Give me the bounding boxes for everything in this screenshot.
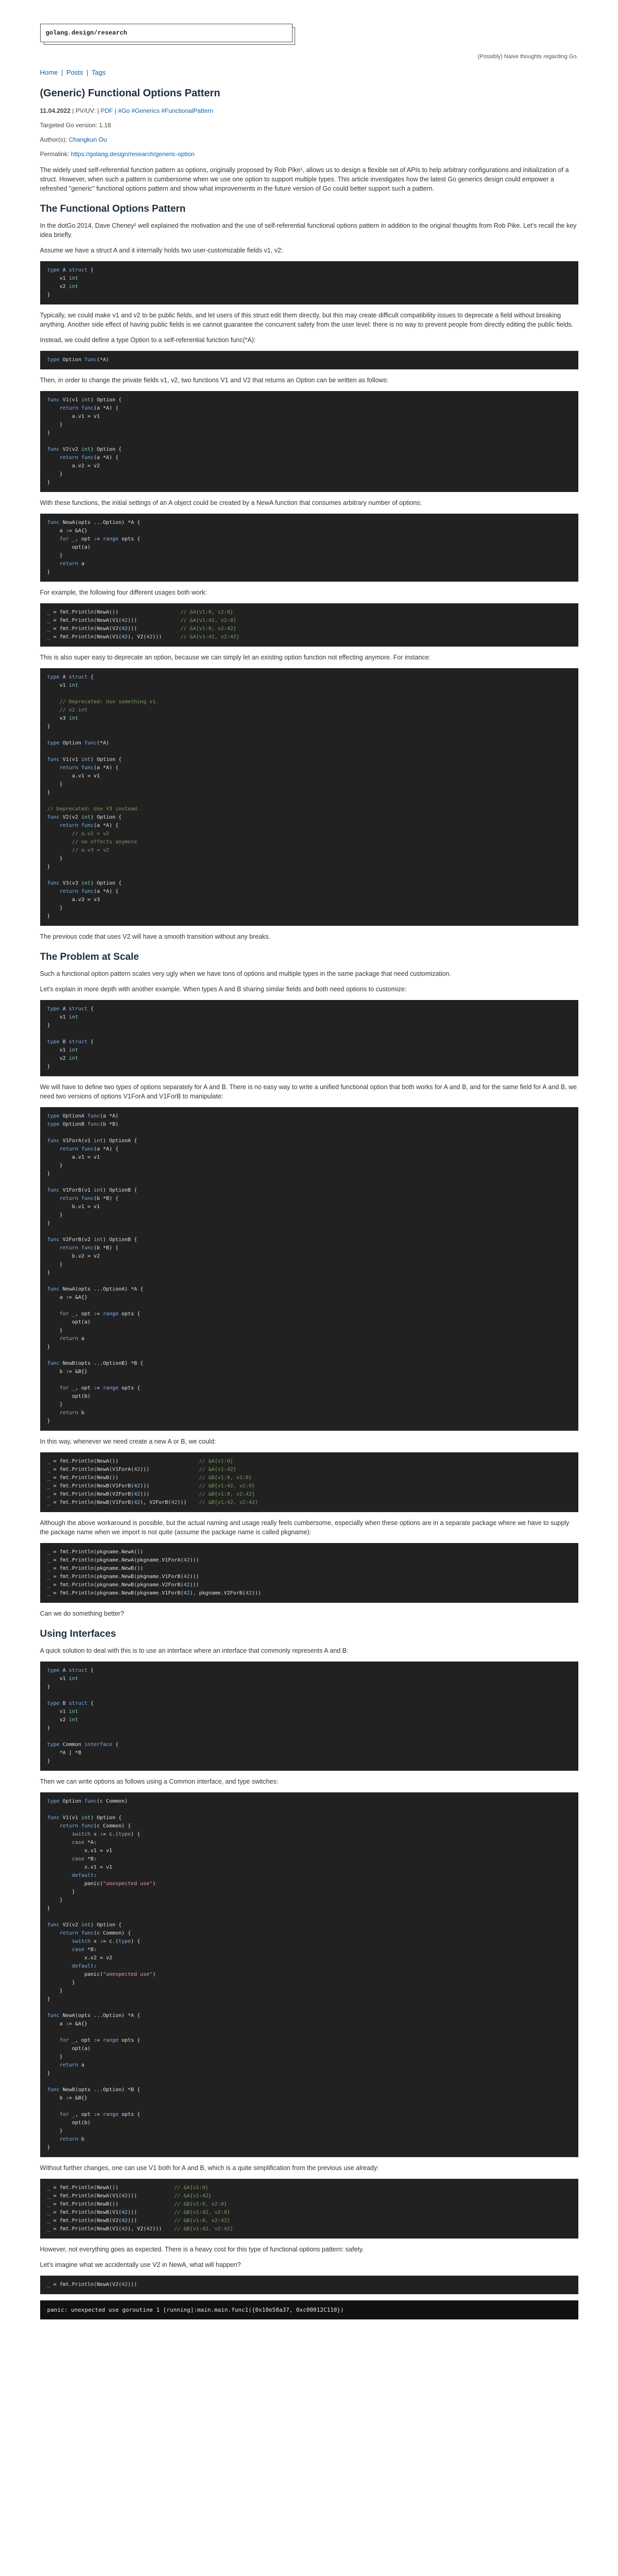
code-line: for _, opt := range opts {	[59, 1385, 141, 1391]
code-line: opt(a)	[47, 1319, 91, 1325]
section-heading: The Functional Options Pattern	[40, 204, 186, 214]
code-line: default:	[72, 1873, 97, 1878]
code-line: _ = fmt.Println(NewB()) // &B{v1:0, v2:0}	[47, 1475, 252, 1481]
code-line: _ = fmt.Println(NewB()) // &B{v1:0, v2:0}	[47, 2201, 227, 2207]
nav-tags-link[interactable]: Tags	[91, 69, 106, 76]
code-line: return b	[59, 1410, 84, 1416]
site-logo[interactable]: golang.design/research	[40, 24, 293, 42]
code-line: func NewB(opts ...Option) *B {	[47, 2087, 141, 2093]
code-line: }	[47, 1402, 63, 1408]
article-meta: 11.04.2022 | PV/UV: | PDF | #Go #Generics #FunctionalPattern Targeted Go version: 1.18 Author(s): Changkun Ou Permalink: https://golang.design/research/generic-option	[40, 106, 578, 159]
code-line: }	[47, 292, 50, 298]
code-block	[40, 1107, 578, 1431]
code-line: }	[47, 471, 63, 477]
code-line: opt(a)	[47, 545, 91, 550]
authors-label: Author(s):	[40, 136, 69, 143]
code-line: return a	[59, 561, 84, 567]
code-line: }	[47, 1023, 50, 1028]
nav-separator: |	[86, 69, 89, 76]
code-block	[40, 603, 578, 647]
code-line: panic("unexpected use")	[47, 1881, 156, 1887]
article-tags[interactable]: #Go #Generics #FunctionalPattern	[118, 107, 213, 114]
code-line: }	[47, 1684, 50, 1690]
output-line: goroutine 1 [running]:	[122, 2307, 197, 2313]
code-line: _ = fmt.Println(NewA()) // &A{v1:0, v2:0}	[47, 609, 233, 615]
code-line: func V1(v1 int) Option {	[47, 397, 122, 403]
code-line	[47, 871, 571, 879]
code-line: // a.v2 = v2	[72, 831, 109, 837]
code-line: func NewA(opts ...Option) *A {	[47, 520, 141, 526]
section-heading: Using Interfaces	[40, 1629, 116, 1639]
code-block	[40, 1792, 578, 2157]
code-line: _ = fmt.Println(NewB(V2(42))) // &B{v1:0, v2:42}	[47, 2218, 230, 2224]
code-line: v1 int	[47, 683, 78, 688]
code-line: _ = fmt.Println(NewA()) // &A{v1:0}	[47, 1459, 233, 1464]
code-line: a.v2 = v2	[47, 463, 100, 469]
top-nav	[40, 69, 578, 76]
code-line	[47, 1806, 571, 1814]
pdf-link[interactable]: PDF	[100, 107, 113, 114]
code-line: }	[47, 422, 63, 428]
code-line: }	[47, 1980, 75, 1986]
code-line: func V2ForB(v2 int) OptionB {	[47, 1237, 138, 1243]
paragraph: Instead, we could define a type Option to a self-referential function func(*A):	[40, 336, 256, 344]
code-line	[47, 1691, 571, 1700]
output-block	[40, 2300, 578, 2319]
code-line: type A struct {	[47, 674, 94, 680]
code-line	[47, 690, 571, 698]
code-line	[47, 1178, 571, 1187]
code-line: }	[47, 724, 50, 730]
paragraph: Then, in order to change the private fields v1, v2, two functions V1 and V2 that returns an Option can be written as follows:	[40, 377, 389, 384]
code-line: for _, opt := range opts {	[59, 536, 141, 542]
code-block	[40, 261, 578, 304]
code-line: switch x := c.(type) {	[72, 1832, 141, 1837]
code-line: }	[47, 1996, 50, 2002]
nav-separator: |	[61, 69, 63, 76]
code-line: for _, opt := range opts {	[59, 2112, 141, 2117]
code-line: return func(a *A) {	[59, 889, 119, 894]
article-views: PV/UV:	[75, 107, 97, 114]
code-line: _ = fmt.Println(NewA(V1(42))) // &A{v1:42}	[47, 2193, 212, 2199]
code-line: _ = fmt.Println(pkgname.NewB(pkgname.V1ForB(42)))	[47, 1574, 199, 1580]
paragraph: Let's explain in more depth with another example. When types A and B sharing similar fields and both need options to customize:	[40, 986, 407, 993]
code-line: }	[47, 2128, 63, 2134]
code-line: type B struct {	[47, 1701, 94, 1706]
code-line: for _, opt := range opts {	[59, 1311, 141, 1317]
code-line: b.v1 = v1	[47, 1204, 100, 1210]
code-line: func V3(v3 int) Option {	[47, 880, 122, 886]
nav-posts-link[interactable]: Posts	[66, 69, 83, 76]
code-line: func NewA(opts ...Option) *A {	[47, 2013, 141, 2019]
code-line: case *A:	[72, 1840, 97, 1845]
code-block	[40, 1662, 578, 1771]
code-line: v1 int	[47, 1709, 78, 1715]
code-line: func NewB(opts ...OptionB) *B {	[47, 1361, 144, 1366]
code-line: return func(b *B) {	[59, 1196, 119, 1201]
code-line: a := &A{}	[47, 1295, 88, 1300]
code-line: v1 int	[47, 1047, 78, 1053]
code-line: _ = fmt.Println(pkgname.NewA(pkgname.V1ForA(42)))	[47, 1557, 199, 1563]
code-line: v2 int	[47, 1056, 78, 1061]
code-line: }	[47, 2145, 50, 2150]
code-block	[40, 1000, 578, 1076]
code-line	[47, 1228, 571, 1236]
code-line: // v2 int	[59, 707, 88, 713]
code-line: _ = fmt.Println(NewB(V1(42), V2(42))) // &B{v1:42, v2:42}	[47, 2226, 233, 2232]
code-line: return func(a *A) {	[59, 1146, 119, 1152]
page	[40, 0, 578, 2319]
code-line: }	[47, 1064, 50, 1070]
code-line: return a	[59, 1336, 84, 1342]
code-block	[40, 514, 578, 582]
code-block	[40, 2276, 578, 2294]
code-line: _ = fmt.Println(NewA(V1(42), V2(42))) // &A{v1:42, v2:42}	[47, 634, 239, 640]
code-line: a.v3 = v3	[47, 897, 100, 903]
code-line	[47, 2004, 571, 2012]
code-line: _ = fmt.Println(pkgname.NewB(pkgname.V2ForB(42)))	[47, 1582, 199, 1588]
paragraph: We will have to define two types of options separately for A and B. There is no easy way to write a unified functional option that both works for A and B, and for the same field for A and B, we need two versions of options V1ForA and V1ForB to manipulate:	[40, 1083, 577, 1100]
code-line: type A struct {	[47, 1006, 94, 1012]
code-line	[47, 1277, 571, 1285]
code-line: type Common interface {	[47, 1742, 118, 1748]
code-line: }	[47, 1758, 50, 1764]
code-line	[47, 2028, 571, 2037]
code-line: for _, opt := range opts {	[59, 2038, 141, 2043]
code-line: b := &B{}	[47, 1369, 88, 1375]
code-line: case *B:	[72, 1947, 97, 1953]
code-block	[40, 1452, 578, 1512]
code-line	[47, 1351, 571, 1360]
code-line: }	[47, 864, 50, 870]
code-line: panic("unexpected use")	[47, 1972, 156, 1977]
code-line: type OptionB func(b *B)	[47, 1122, 118, 1127]
paragraph: For example, the following four different usages both work:	[40, 589, 207, 596]
code-line: opt(b)	[47, 1394, 91, 1399]
code-line: _ = fmt.Println(pkgname.NewB(pkgname.V1ForB(42), pkgname.V2ForB(42)))	[47, 1590, 261, 1596]
code-line: x.v1 = v1	[47, 1865, 112, 1870]
code-line	[47, 1129, 571, 1137]
code-line: }	[47, 2071, 50, 2076]
code-line: }	[47, 1171, 50, 1177]
code-line: }	[47, 1897, 63, 1903]
code-line: type A struct {	[47, 1668, 94, 1673]
code-line: return func(a *A) {	[59, 405, 119, 411]
site-header	[40, 24, 578, 62]
paragraph: Then we can write options as follows using a Common interface, and type switches:	[40, 1778, 279, 1785]
paragraph: However, not everything goes as expected. There is a heavy cost for this type of functional options pattern: safety.	[40, 2246, 364, 2253]
code-line: v1 int	[47, 1676, 78, 1682]
code-line: _ = fmt.Println(pkgname.NewA())	[47, 1549, 144, 1555]
code-line: a := &A{}	[47, 528, 88, 534]
code-line	[47, 1030, 571, 1038]
code-line: return func(a *A) {	[59, 765, 119, 771]
code-line: }	[47, 782, 63, 787]
code-line: return func(c Common) {	[59, 1823, 131, 1829]
author-link[interactable]: Changkun Ou	[68, 136, 107, 143]
code-line	[47, 2078, 571, 2086]
paragraph: Let's imagine what we accidentally use V2 in NewA, what will happen?	[40, 2261, 241, 2268]
code-line	[47, 1302, 571, 1310]
permalink-label: Permalink:	[40, 150, 71, 158]
code-line: // a.v3 = v2	[72, 848, 109, 853]
code-line: func V1(v1 int) Option {	[47, 757, 122, 762]
code-line: func V1(v1 int) Option {	[47, 1815, 122, 1821]
code-line: }	[47, 1163, 63, 1168]
site-tagline: (Possibly) Naive thoughts regarding Go.	[477, 54, 578, 60]
article-version: Targeted Go version: 1.18	[40, 122, 111, 129]
code-line: _ = fmt.Println(NewA(V2(42))) // &A{v1:0, v2:42}	[47, 626, 236, 632]
paragraph: Such a functional option pattern scales very ugly when we have tons of options and multiple types in the same package that need customization.	[40, 970, 451, 977]
code-line: case *B:	[72, 1856, 97, 1862]
article-title: (Generic) Functional Options Pattern	[40, 88, 220, 99]
code-block	[40, 668, 578, 926]
code-line: }	[47, 553, 63, 558]
code-block	[40, 1543, 578, 1603]
code-line: func V1ForB(v1 int) OptionB {	[47, 1188, 138, 1193]
paragraph: Without further changes, one can use V1 both for A and B, which is a quite simplification from the previous use already:	[40, 2164, 379, 2172]
paragraph: Although the above workaround is possible, but the actual naming and usage really feels cumbersome, especially when these options are in a separate package where we have to supply the package name when we import is not quite (assume the package name is called pkgname):	[40, 1519, 570, 1536]
code-line: v3 int	[47, 716, 78, 721]
code-line: // no effects anymore	[72, 839, 138, 845]
code-line: return a	[59, 2062, 84, 2068]
code-line: *A | *B	[47, 1750, 81, 1756]
code-line: a.v1 = v1	[47, 1155, 100, 1160]
code-line: func NewA(opts ...OptionA) *A {	[47, 1286, 144, 1292]
code-line: }	[47, 430, 50, 436]
permalink-link[interactable]: https://golang.design/research/generic-option	[71, 150, 195, 158]
code-line: _ = fmt.Println(NewA(V2(42)))	[47, 2282, 138, 2287]
code-line: }	[47, 1328, 63, 1333]
paragraph: The previous code that uses V2 will have a smooth transition without any breaks.	[40, 933, 270, 940]
code-line: }	[47, 1889, 75, 1895]
code-line: }	[47, 790, 50, 795]
code-line: }	[47, 1344, 50, 1350]
code-line	[47, 748, 571, 756]
code-line: }	[47, 913, 50, 919]
code-line: return func(a *A) {	[59, 455, 119, 461]
code-block	[40, 2179, 578, 2239]
nav-home-link[interactable]: Home	[40, 69, 58, 76]
code-line: }	[47, 1988, 63, 1994]
output-line: panic: unexpected use	[47, 2307, 119, 2313]
code-line: func V2(v2 int) Option {	[47, 1922, 122, 1928]
code-line: b.v2 = v2	[47, 1253, 100, 1259]
code-line: }	[47, 1270, 50, 1276]
code-line: type A struct {	[47, 267, 94, 273]
paragraph: Typically, we could make v1 and v2 to be public fields, and let users of this struct edit them directly, but this may create difficult compatibility issues to deprecate a field without breaking anything. Another side effect of having public fields is we cannot guarantee the concurrent safety from the user level: there is no way to prevent people from directly editing the public fields.	[40, 312, 574, 328]
code-line: opt(b)	[47, 2120, 91, 2126]
output-line: main.main.func1({0x10e58a37, 0xc00012C110})	[197, 2307, 344, 2313]
code-line: return b	[59, 2137, 84, 2142]
code-line	[47, 1913, 571, 1921]
paragraph: A quick solution to deal with this is to use an interface where an interface that commonly represents A and B:	[40, 1647, 349, 1654]
code-line: _ = fmt.Println(NewB(V2ForB(42))) // &B{v1:0, v2:42}	[47, 1492, 255, 1497]
code-line: a.v1 = v1	[47, 414, 100, 419]
code-line	[47, 437, 571, 446]
code-line	[47, 797, 571, 805]
paragraph: With these functions, the initial settings of an A object could be created by a NewA function that consumes arbitrary number of options:	[40, 499, 422, 506]
code-line: }	[47, 856, 63, 861]
code-line: }	[47, 1212, 63, 1218]
paragraph: Can we do something better?	[40, 1610, 124, 1617]
code-line: _ = fmt.Println(NewA()) // &A{v1:0}	[47, 2185, 209, 2191]
code-line: func V2(v2 int) Option {	[47, 815, 122, 820]
code-line: }	[47, 1418, 50, 1424]
code-line: type Option func(*A)	[47, 740, 109, 746]
code-line: type Option func(*A)	[47, 357, 109, 363]
code-line: }	[47, 480, 50, 485]
paragraph: Assume we have a struct A and it internally holds two user-customizable fields v1, v2:	[40, 247, 283, 254]
code-line: }	[47, 1221, 50, 1226]
paragraph: In this way, whenever we need create a new A or B, we could:	[40, 1438, 216, 1445]
code-line: func V1ForA(v1 int) OptionA {	[47, 1138, 138, 1144]
code-line: _ = fmt.Println(NewB(V1(42))) // &B{v1:42, v2:0}	[47, 2210, 230, 2215]
paragraph: This is also super easy to deprecate an option, because we can simply let an existing option function not effecting anymore. For instance:	[40, 654, 431, 661]
code-line: _ = fmt.Println(NewB(V1ForB(42), V2ForB(42))) // &B{v1:42, v2:42}	[47, 1500, 258, 1505]
code-line: }	[47, 1262, 63, 1267]
code-line	[47, 1733, 571, 1741]
code-line: v2 int	[47, 1717, 78, 1723]
code-block	[40, 351, 578, 369]
code-line: // Deprecated: Use something v1.	[59, 699, 159, 705]
code-line: }	[47, 569, 50, 575]
code-line: type B struct {	[47, 1039, 94, 1045]
code-line: type Option func(c Common)	[47, 1799, 128, 1804]
code-line: }	[47, 905, 63, 911]
code-block	[40, 391, 578, 492]
paragraph: In the dotGo 2014, Dave Cheney² well explained the motivation and the use of self-referential functional options pattern in addition to the original thoughts from Rob Pike. Let's recall the key idea briefly.	[40, 222, 577, 239]
code-line	[47, 1376, 571, 1384]
code-line: return func(a *A) {	[59, 823, 119, 828]
code-line: return func(c Common) {	[59, 1930, 131, 1936]
code-line: x.v1 = v1	[47, 1848, 112, 1854]
article-date: 11.04.2022	[40, 107, 71, 114]
code-line: v1 int	[47, 276, 78, 281]
code-line: v2 int	[47, 284, 78, 290]
code-line: b := &B{}	[47, 2095, 88, 2101]
code-line: func V2(v2 int) Option {	[47, 447, 122, 452]
code-line: _ = fmt.Println(NewA(V1(42))) // &A{v1:42, v2:0}	[47, 618, 236, 623]
code-line: _ = fmt.Println(NewB(V1ForB(42))) // &B{v1:42, v2:0}	[47, 1483, 255, 1489]
code-line	[47, 731, 571, 739]
code-line: type OptionA func(a *A)	[47, 1113, 118, 1119]
code-line: v1 int	[47, 1014, 78, 1020]
intro-paragraph: The widely used self-referential function pattern as options, originally proposed by Rob Pike¹, allows us to design a flexible set of APIs to help arbitrary configurations and initialization of a struct. However, when such a pattern is cumbersome when we use one option to support multiple types. This article investigates how the latest Go generics design could empower a refreshed "generic" functional options pattern and show what improvements in the future version of Go could better support such a pattern.	[40, 166, 569, 192]
code-line: _ = fmt.Println(pkgname.NewB())	[47, 1566, 144, 1571]
code-line: default:	[72, 1963, 97, 1969]
code-line: x.v2 = v2	[47, 1955, 112, 1961]
code-line: return func(b *B) {	[59, 1245, 119, 1251]
code-line: _ = fmt.Println(NewA(V1ForA(42))) // &A{v1:42}	[47, 1467, 236, 1472]
code-line: }	[47, 1906, 50, 1911]
section-heading: The Problem at Scale	[40, 952, 139, 962]
code-line: }	[47, 2054, 63, 2060]
code-line: a.v1 = v1	[47, 773, 100, 779]
code-line: }	[47, 1725, 50, 1731]
code-line: // Deprecated: Use V3 instead.	[47, 806, 141, 812]
code-line: switch x := c.(type) {	[72, 1939, 141, 1944]
code-line: a := &A{}	[47, 2021, 88, 2027]
code-line	[47, 2103, 571, 2111]
code-line: opt(a)	[47, 2046, 91, 2052]
